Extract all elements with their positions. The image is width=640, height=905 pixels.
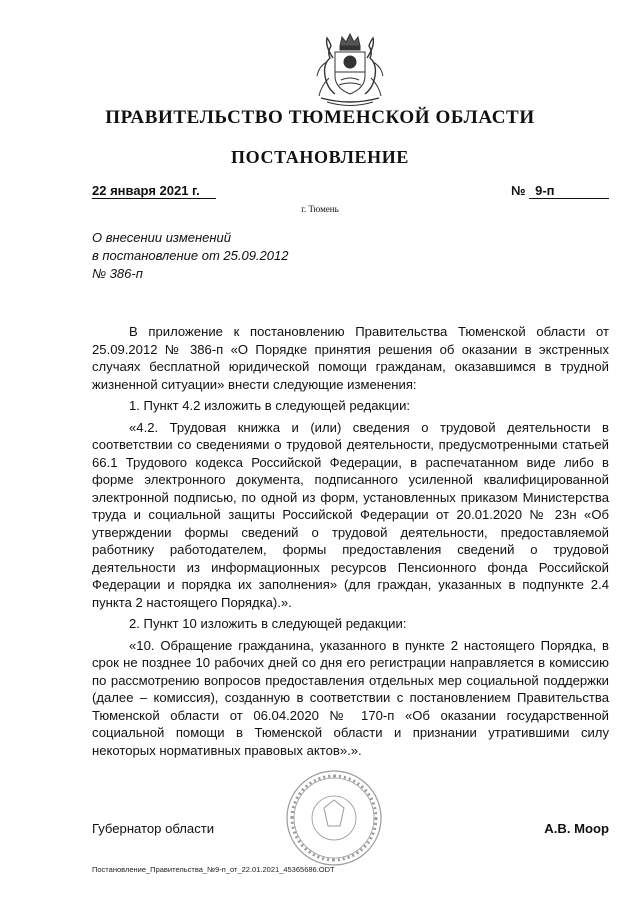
document-body [92, 323, 609, 759]
document-number-value: 9-п [529, 183, 609, 199]
official-seal-stamp [284, 768, 384, 868]
footer-filename: Постановление_Правительства_№9-п_от_22.01.2021_45365686.ODT [92, 865, 335, 874]
document-number-label: № [511, 183, 526, 198]
amendment-item-2-text: «10. Обращение гражданина, указанного в пункте 2 настоящего Порядка, в срок не позднее 10 рабочих дней со дня его регистрации направляется в комиссию по рассмотрению вопросов предоставления отдельных мер социальной поддержки (далее – комиссия), созданную в соответствии с постановлением Правительства Тюменской области от 06.04.2020 № 170-п «Об оказании государственной социальной помощи в Тюменской области и признании утратившими силу некоторых нормативных правовых актов».». [92, 637, 609, 758]
document-type-title: ПОСТАНОВЛЕНИЕ [231, 147, 409, 167]
amendment-item-2: 2. Пункт 10 изложить в следующей редакции: [129, 616, 407, 631]
government-title: ПРАВИТЕЛЬСТВО ТЮМЕНСКОЙ ОБЛАСТИ [105, 107, 535, 128]
amendment-item-1: 1. Пункт 4.2 изложить в следующей редакции: [129, 398, 411, 413]
subject-line: № 386-п [92, 266, 143, 281]
document-date: 22 января 2021 г. [92, 183, 216, 199]
subject-line: в постановление от 25.09.2012 [92, 248, 289, 263]
subject-line: О внесении изменений [92, 230, 231, 245]
amendment-item-1-text: «4.2. Трудовая книжка и (или) сведения о трудовой деятельности в соответствии со сведениями о трудовой деятельности, предусмотренными статьей 66.1 Трудового кодекса Российской Федерации, в распечатанном виде либо в форме электронного документа, подписанного усиленной квалифицированной электронной подписью, по одной из форм, установленных приказом Министерства труда и социальной защиты Российской Федерации от 20.01.2020 № 23н «Об утверждении формы сведений о трудовой деятельности, предоставляемой работнику работодателем, формы предоставления сведений о трудовой деятельности из информационных ресурсов Пенсионного фонда Российской Федерации и порядка их заполнения» (для граждан, указанных в подпункте 2.4 пункта 2 настоящего Порядка).». [92, 419, 609, 610]
document-city: г. Тюмень [301, 204, 339, 214]
intro-paragraph: В приложение к постановлению Правительства Тюменской области от 25.09.2012 № 386-п «О Порядке принятия решения об оказании в экстренных случаях бесплатной юридической помощи гражданам, оказавшимся в трудной жизненной ситуации» внести следующие изменения: [92, 324, 609, 392]
signer-position: Губернатор области [92, 821, 215, 836]
document-number [511, 183, 609, 199]
coat-of-arms-emblem [297, 32, 403, 112]
document-subject [92, 229, 352, 283]
signer-name: А.В. Моор [544, 821, 609, 836]
